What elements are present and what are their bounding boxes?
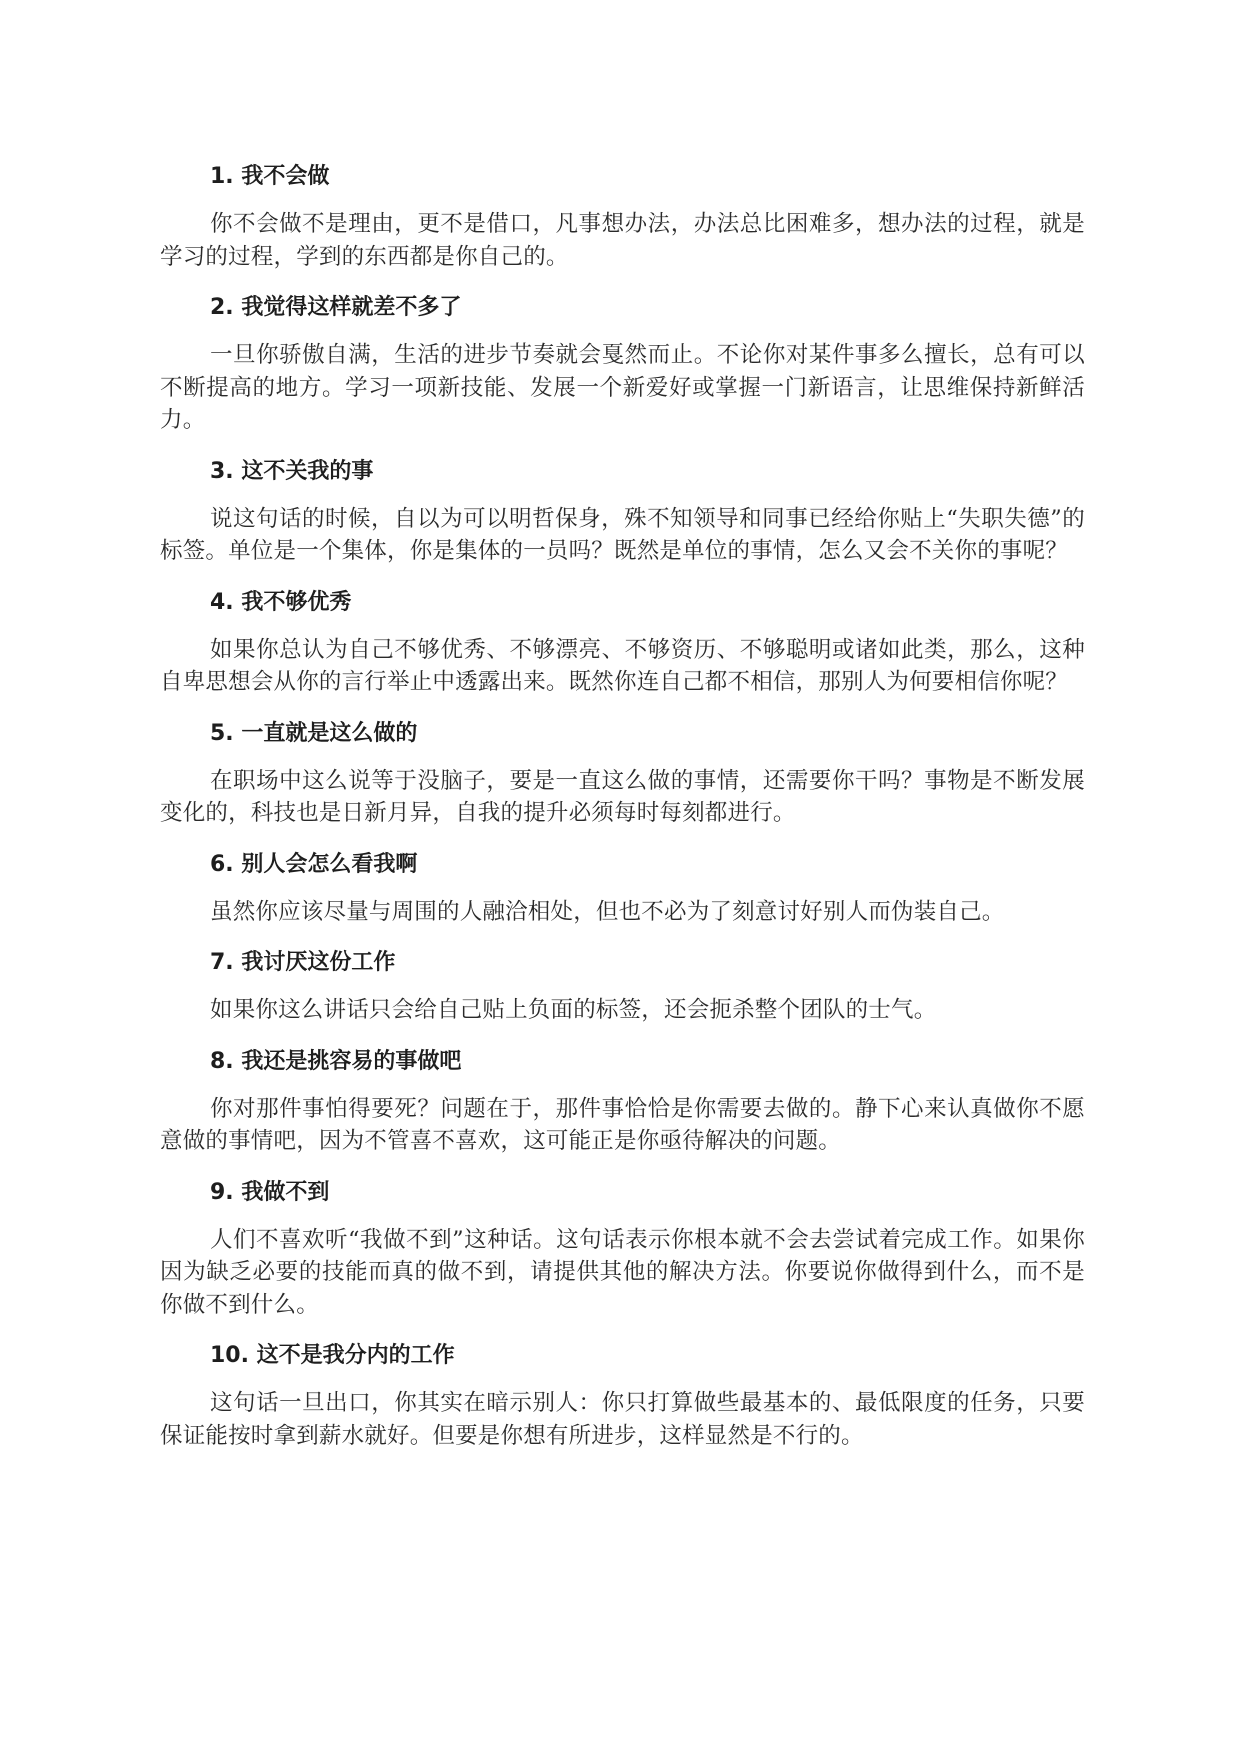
section-1 xyxy=(160,160,1085,273)
section-heading: 10. 这不是我分内的工作 xyxy=(210,1343,455,1368)
section-9 xyxy=(160,1176,1085,1322)
section-heading: 8. 我还是挑容易的事做吧 xyxy=(210,1048,462,1074)
section-paragraph: 你不会做不是理由，更不是借口，凡事想办法，办法总比困难多，想办法的过程，就是学习的过程，学到的东西都是你自己的。 xyxy=(160,211,1085,270)
section-paragraph: 如果你总认为自己不够优秀、不够漂亮、不够资历、不够聪明或诸如此类，那么，这种自卑思想会从你的言行举止中透露出来。既然你连自己都不相信，那别人为何要相信你呢？ xyxy=(160,636,1085,695)
article-body xyxy=(160,160,1085,1470)
section-3 xyxy=(160,455,1085,568)
section-8 xyxy=(160,1045,1085,1158)
section-paragraph: 一旦你骄傲自满，生活的进步节奏就会戛然而止。不论你对某件事多么擅长，总有可以不断提高的地方。学习一项新技能、发展一个新爱好或掌握一门新语言，让思维保持新鲜活力。 xyxy=(160,342,1085,433)
section-paragraph: 人们不喜欢听“我做不到”这种话。这句话表示你根本就不会去尝试着完成工作。如果你因为缺乏必要的技能而真的做不到，请提供其他的解决方法。你要说你做得到什么，而不是你做不到什么。 xyxy=(160,1226,1085,1318)
section-4 xyxy=(160,586,1085,699)
section-paragraph: 如果你这么讲话只会给自己贴上负面的标签，还会扼杀整个团队的士气。 xyxy=(210,997,937,1023)
section-10 xyxy=(160,1339,1085,1452)
section-paragraph: 说这句话的时候，自以为可以明哲保身，殊不知领导和同事已经给你贴上“失职失德”的标签。单位是一个集体，你是集体的一员吗？既然是单位的事情，怎么又会不关你的事呢？ xyxy=(160,505,1085,564)
section-paragraph: 在职场中这么说等于没脑子，要是一直这么做的事情，还需要你干吗？事物是不断发展变化的，科技也是日新月异，自我的提升必须每时每刻都进行。 xyxy=(160,767,1085,826)
section-5 xyxy=(160,717,1085,830)
section-6 xyxy=(160,848,1085,929)
section-2 xyxy=(160,291,1085,437)
section-heading: 5. 一直就是这么做的 xyxy=(210,720,418,746)
section-heading: 6. 别人会怎么看我啊 xyxy=(210,851,418,877)
section-paragraph: 这句话一旦出口，你其实在暗示别人：你只打算做些最基本的、最低限度的任务，只要保证能按时拿到薪水就好。但要是你想有所进步，这样显然是不行的。 xyxy=(160,1390,1085,1449)
section-7 xyxy=(160,946,1085,1027)
section-paragraph: 虽然你应该尽量与周围的人融洽相处，但也不必为了刻意讨好别人而伪装自己。 xyxy=(210,898,1005,925)
section-heading: 2. 我觉得这样就差不多了 xyxy=(210,295,462,320)
section-heading: 3. 这不关我的事 xyxy=(210,458,374,484)
section-heading: 1. 我不会做 xyxy=(210,164,330,189)
section-paragraph: 你对那件事怕得要死？问题在于，那件事恰恰是你需要去做的。静下心来认真做你不愿意做的事情吧，因为不管喜不喜欢，这可能正是你亟待解决的问题。 xyxy=(160,1095,1085,1154)
section-heading: 9. 我做不到 xyxy=(210,1179,330,1205)
section-heading: 7. 我讨厌这份工作 xyxy=(210,950,396,975)
section-heading: 4. 我不够优秀 xyxy=(210,589,352,615)
